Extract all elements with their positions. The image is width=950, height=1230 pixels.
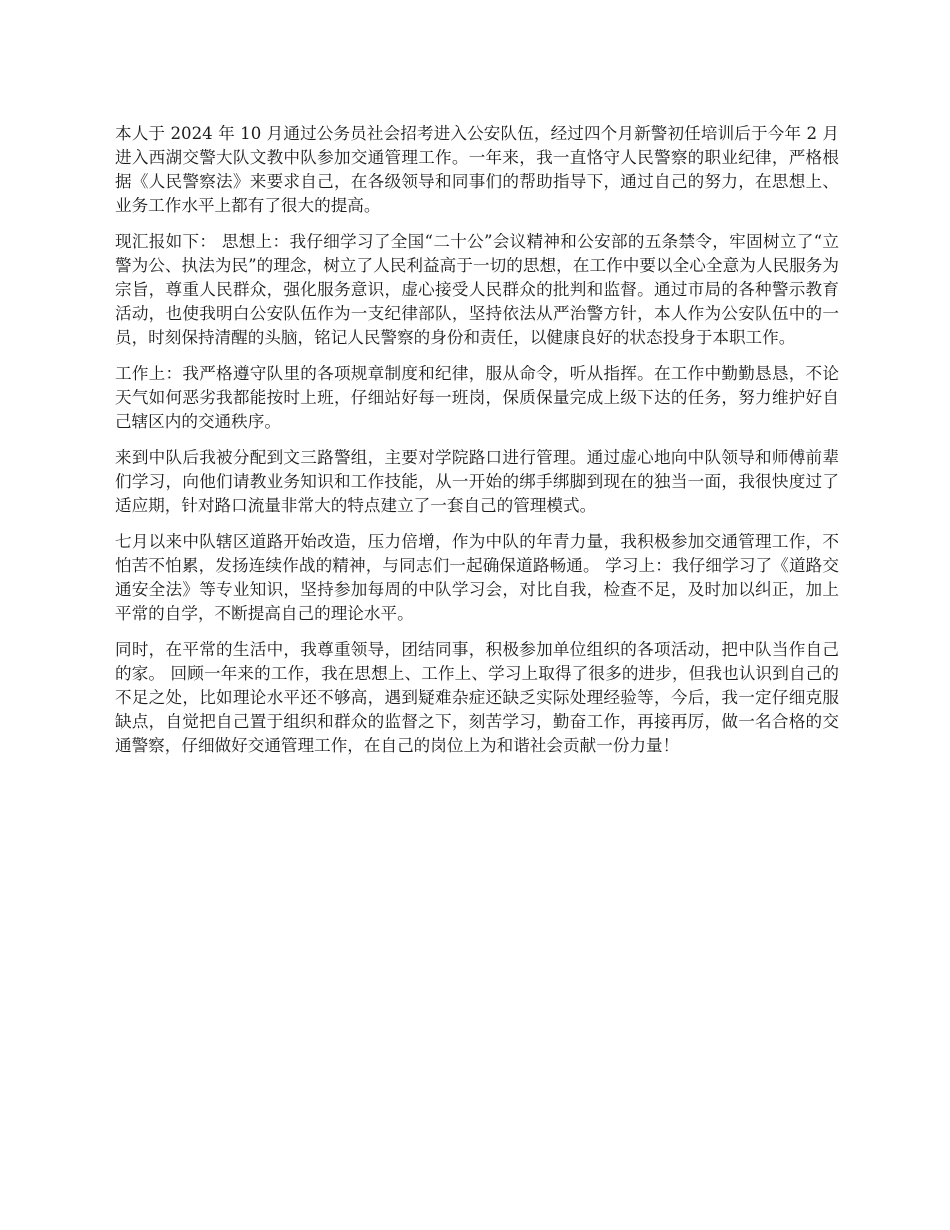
paragraph-work: 工作上：我严格遵守队里的各项规章制度和纪律，服从命令，听从指挥。在工作中勤勤恳恳，不论天气如何恶劣我都能按时上班，仔细站好每一班岗，保质保量完成上级下达的任务，努力维护好自己辖区内的交通秩序。 bbox=[115, 364, 839, 431]
paragraph-study: 七月以来中队辖区道路开始改造，压力倍增，作为中队的年青力量，我积极参加交通管理工作，不怕苦不怕累，发扬连续作战的精神，与同志们一起确保道路畅通。 学习上：我仔细学习了《道路交通安全法》等专业知识，坚持参加每周的中队学习会，对比自我，检查不足，及时加以纠正，加上平常的自学，不断提高自己的理论水平。 bbox=[115, 532, 839, 623]
paragraph-assignment: 来到中队后我被分配到文三路警组，主要对学院路口进行管理。通过虚心地向中队领导和师傅前辈们学习，向他们请教业务知识和工作技能，从一开始的绑手绑脚到现在的独当一面，我很快度过了适应期，针对路口流量非常大的特点建立了一套自己的管理模式。 bbox=[115, 448, 839, 515]
paragraph-intro: 本人于 2024 年 10 月通过公务员社会招考进入公安队伍，经过四个月新警初任培训后于今年 2 月进入西湖交警大队文教中队参加交通管理工作。一年来，我一直恪守人民警察的职业纪律，严格根据《人民警察法》来要求自己，在各级领导和同事们的帮助指导下，通过自己的努力，在思想上、业务工作水平上都有了很大的提高。 bbox=[115, 124, 839, 215]
document-body bbox=[115, 122, 839, 770]
paragraph-conclusion: 同时，在平常的生活中，我尊重领导，团结同事，积极参加单位组织的各项活动，把中队当作自己的家。 回顾一年来的工作，我在思想上、工作上、学习上取得了很多的进步，但我也认识到自己的不足之处，比如理论水平还不够高，遇到疑难杂症还缺乏实际处理经验等，今后，我一定仔细克服缺点，自觉把自己置于组织和群众的监督之下，刻苦学习，勤奋工作，再接再厉，做一名合格的交通警察，仔细做好交通管理工作，在自己的岗位上为和谐社会贡献一份力量！ bbox=[115, 640, 839, 755]
paragraph-thought: 现汇报如下： 思想上：我仔细学习了全国“二十公”会议精神和公安部的五条禁令，牢固树立了“立警为公、执法为民”的理念，树立了人民利益高于一切的思想，在工作中要以全心全意为人民服务为宗旨，尊重人民群众，强化服务意识，虚心接受人民群众的批判和监督。通过市局的各种警示教育活动，也使我明白公安队伍作为一支纪律部队，坚持依法从严治警方针，本人作为公安队伍中的一员，时刻保持清醒的头脑，铭记人民警察的身份和责任，以健康良好的状态投身于本职工作。 bbox=[115, 232, 839, 347]
